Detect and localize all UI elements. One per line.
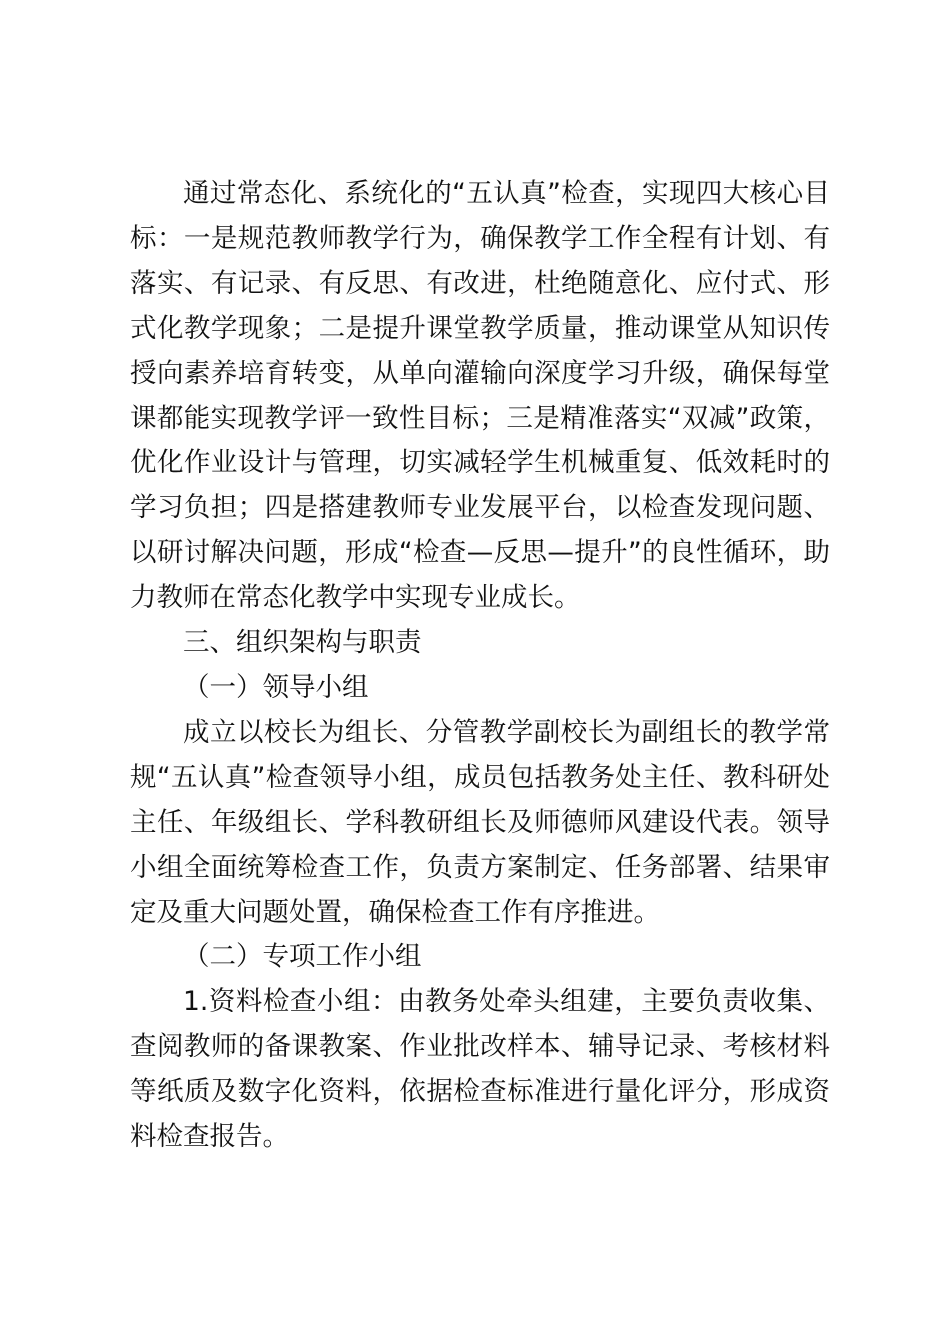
subheading-leadership-group: （一）领导小组: [183, 671, 369, 703]
section-heading-3: 三、组织架构与职责: [183, 627, 422, 659]
paragraph-leadership: 成立以校长为组长、分管教学副校长为副组长的教学常规“五认真”检查领导小组，成员包括教务处主任、教科研处主任、年级组长、学科教研组长及师德师风建设代表。领导小组全面统筹检查工作，负责方案制定、任务部署、结果审定及重大问题处置，确保检查工作有序推进。: [130, 716, 830, 928]
document-body: [130, 172, 830, 1160]
paragraph-materials-check: 1.资料检查小组：由教务处牵头组建，主要负责收集、查阅教师的备课教案、作业批改样本、辅导记录、考核材料等纸质及数字化资料，依据检查标准进行量化评分，形成资料检查报告。: [130, 986, 830, 1153]
paragraph-goals: 通过常态化、系统化的“五认真”检查，实现四大核心目标：一是规范教师教学行为，确保教学工作全程有计划、有落实、有记录、有反思、有改进，杜绝随意化、应付式、形式化教学现象；二是提升课堂教学质量，推动课堂从知识传授向素养培育转变，从单向灌输向深度学习升级，确保每堂课都能实现教学评一致性目标；三是精准落实“双减”政策，优化作业设计与管理，切实减轻学生机械重复、低效耗时的学习负担；四是搭建教师专业发展平台，以检查发现问题、以研讨解决问题，形成“检查—反思—提升”的良性循环，助力教师在常态化教学中实现专业成长。: [130, 178, 830, 614]
subheading-special-working-group: （二）专项工作小组: [183, 941, 422, 973]
